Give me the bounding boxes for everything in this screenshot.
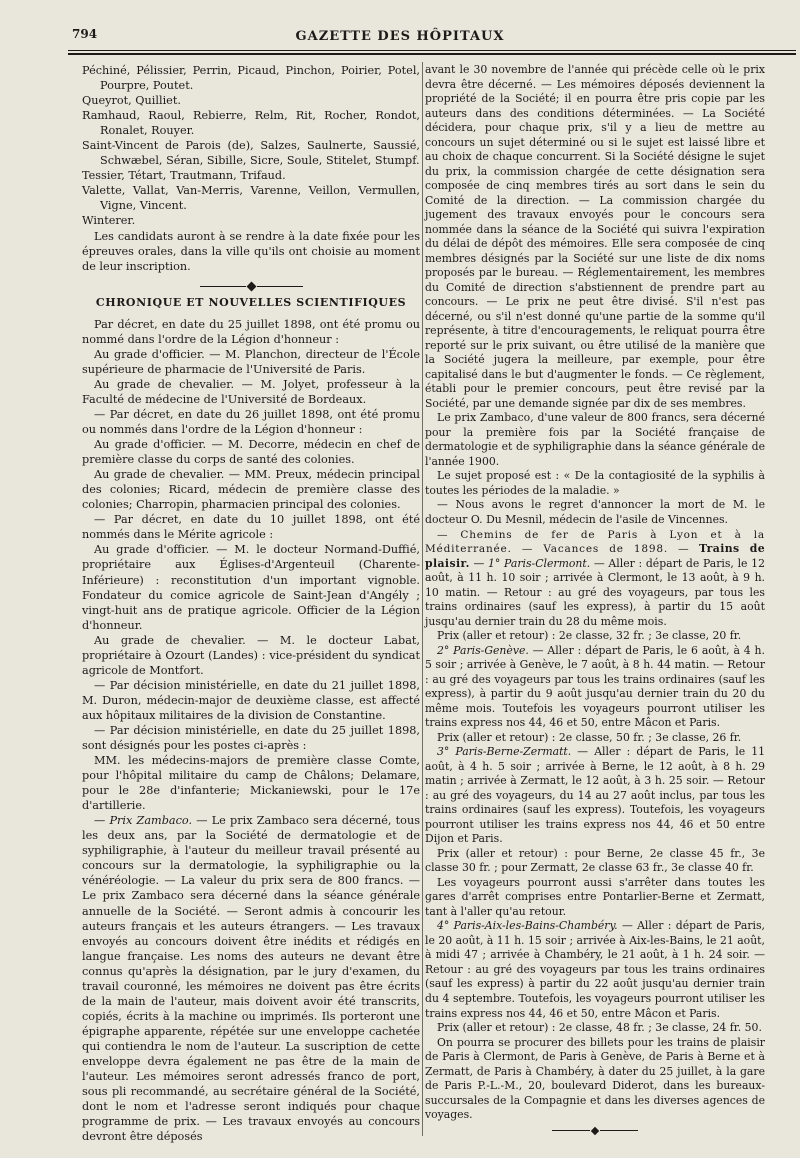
list-item: Winterer.	[82, 214, 136, 228]
prize-text: — Le prix Zambaco sera décerné, tous les deux ans, par la Société de dermatologie et de syphiligraphie, à l'auteur du meilleur travail présenté au concours sur la dermatologie, la syphiligraphie ou la vénéréologie. — La valeur du prix sera de 800 francs. — Le prix Zambaco sera décerné dans la séance générale annuelle de la Société. — Seront admis à concourir les auteurs français et les auteurs étrangers. — Les travaux envoyés au concours doivent être inédits et rédigés en langue française. Les noms des auteurs ne devant être connus qu'après la désignation, par le jury d'examen, du travail couronné, les mémoires ne doivent pas être écrits de la main de l'auteur, mais doivent avoir été transcrits, copiés, écrits à la machine ou imprimés. Ils porteront une épigraphe apparente, répétée sur une enveloppe cachetée qui contiendra le nom de l'auteur. La suscription de cette enveloppe devra également ne pas être de la main de l'auteur. Les mémoires seront adressés franco de port, sous pli recommandé, au secrétaire général de la Société, dont le nom et l'adresse seront indiqués pour chaque programme de prix. — Les travaux envoyés au concours devront être déposés	[82, 814, 420, 1144]
decree-item: Au grade d'officier. — M. Decorre, médecin en chef de première classe du corps de santé des colonies.	[82, 438, 420, 467]
route-paragraph	[425, 919, 765, 1021]
route-price: Prix (aller et retour) : pour Berne, 2e classe 45 fr., 3e classe 30 fr. ; pour Zermatt, 2e classe 63 fr., 3e classe 40 fr.	[425, 846, 765, 875]
tickets-note: On pourra se procurer des billets pour les trains de plaisir de Paris à Clermont, de Paris à Genève, de Paris à Berne et à Zermatt, de Paris à Chambéry, à dater du 25 juillet, à la gare de Paris P.-L.-M., 20, boulevard Diderot, dans les bureaux-succursales de la Compagnie et dans les diverses agences de voyages.	[425, 1035, 765, 1122]
decision-paragraph: — Par décision ministérielle, en date du 25 juillet 1898, sont désignés pour les postes ci-après :	[82, 723, 420, 753]
page-number: 794	[72, 27, 98, 41]
prize-paragraph	[82, 813, 420, 1144]
decree-paragraph: — Par décret, en date du 26 juillet 1898, ont été promu ou nommés dans l'ordre de la Légion d'honneur :	[82, 407, 420, 437]
list-item: Queyrot, Quilliet.	[82, 94, 181, 108]
obituary-note: — Nous avons le regret d'annoncer la mort de M. le docteur O. Du Mesnil, médecin de l'asile de Vincennes.	[425, 498, 765, 526]
right-column	[425, 63, 765, 1138]
running-head: GAZETTE DES HÔPITAUX	[295, 29, 505, 44]
list-item: Ramhaud, Raoul, Rebierre, Relm, Rit, Rocher, Rondot, Ronalet, Rouyer.	[82, 109, 420, 138]
list-item: Valette, Vallat, Van-Merris, Varenne, Veillon, Vermullen, Vigne, Vincent.	[82, 184, 420, 213]
list-item: Péchiné, Pélissier, Perrin, Picaud, Pinchon, Poirier, Potel, Pourpre, Poutet.	[82, 64, 420, 93]
route-price: Prix (aller et retour) : 2e classe, 50 fr. ; 3e classe, 26 fr.	[437, 730, 742, 744]
decree-item: Au grade de chevalier. — M. Jolyet, professeur à la Faculté de médecine de l'Université de Bordeaux.	[82, 377, 420, 406]
list-item: Tessier, Tétart, Trautmann, Trifaud.	[82, 169, 286, 183]
header-rule	[68, 50, 796, 51]
route-text: — Aller : départ de Paris, le 6 août, à 4 h. 5 soir ; arrivée à Genève, le 7 août, à 8 h. 44 matin. — Retour : au gré des voyageurs par tous les trains ordinaires (sauf les express), à partir du 9 août jusqu'au dernier train du 20 du même mois. Toutefois les voyageurs pourront utiliser les trains express nos 44, 46 et 50, entre Mâcon et Paris.	[425, 643, 765, 730]
railway-heading: — Chemins de fer de Paris à Lyon et à la Méditerranée. — Vacances de 1898. —	[425, 528, 765, 556]
candidates-note: Les candidats auront à se rendre à la date fixée pour les épreuves orales, dans la ville qu'ils ont choisie au moment de leur inscription.	[82, 229, 420, 273]
route-paragraph	[425, 745, 765, 847]
header-rule-thick	[68, 53, 796, 55]
route-note: Les voyageurs pourront aussi s'arrêter dans toutes les gares d'arrêt comprises entre Pontarlier-Berne et Zermatt, tant à l'aller qu'au retour.	[425, 875, 765, 918]
prize-label: — Prix Zambaco.	[94, 814, 193, 828]
column-divider	[422, 62, 423, 1136]
route-text: — Aller : départ de Paris, le 12 août, à 11 h. 10 soir ; arrivée à Clermont, le 13 août, à 9 h. 10 matin. — Retour : au gré des voyageurs, par tous les trains ordinaires (sauf les express), à partir du 15 août jusqu'au dernier train du 28 du même mois.	[425, 556, 765, 628]
route-price: Prix (aller et retour) : 2e classe, 32 fr. ; 3e classe, 20 fr.	[437, 629, 742, 643]
ornament-separator	[425, 1124, 765, 1139]
section-title: CHRONIQUE ET NOUVELLES SCIENTIFIQUES	[95, 295, 407, 309]
list-item: Saint-Vincent de Parois (de), Salzes, Saulnerte, Saussié, Schwæbel, Séran, Sibille, Sicre, Soule, Stitelet, Stumpf.	[82, 139, 420, 168]
decree-item: Au grade d'officier. — M. Planchon, directeur de l'École supérieure de pharmacie de l'Université de Paris.	[82, 347, 420, 376]
decision-paragraph: — Par décision ministérielle, en date du 21 juillet 1898, M. Duron, médecin-major de deuxième classe, est affecté aux hôpitaux militaires de la division de Constantine.	[82, 678, 420, 722]
decree-item: Au grade de chevalier. — MM. Preux, médecin principal des colonies; Ricard, médecin de première classe des colonies; Charropin, pharmacien principal des colonies.	[82, 468, 420, 512]
route-label: 4° Paris-Aix-les-Bains-Chambéry.	[437, 919, 618, 933]
decree-item: Au grade de chevalier. — M. le docteur Labat, propriétaire à Ozourt (Landes) : vice-président du syndicat agricole de Montfort.	[82, 633, 420, 677]
prize-value: Le prix Zambaco, d'une valeur de 800 francs, sera décerné pour la première fois par la Société française de dermatologie et de syphiligraphie dans la séance générale de l'année 1900.	[425, 411, 765, 468]
decision-item: MM. les médecins-majors de première classe Comte, pour l'hôpital militaire du camp de Châlons; Delamare, pour le 28e d'infanterie; Mickaniewski, pour le 17e d'artillerie.	[82, 754, 420, 813]
ornament-separator	[82, 279, 420, 289]
route-label: 3° Paris-Berne-Zermatt.	[437, 745, 572, 759]
railway-paragraph	[425, 528, 765, 630]
route-text: — Aller : départ de Paris, le 20 août, à 11 h. 15 soir ; arrivée à Aix-les-Bains, le 21 août, à midi 47 ; arrivée à Chambéry, le 21 août, à 1 h. 24 soir. — Retour : au gré des voyageurs par tous les trains ordinaires (sauf les express) à partir du 22 août jusqu'au dernier train du 4 septembre. Toutefois, les voyageurs pourront utiliser les trains express nos 44, 46 et 50, entre Mâcon et Paris.	[425, 919, 765, 1020]
route-price: Prix (aller et retour) : 2e classe, 48 fr. ; 3e classe, 24 fr. 50.	[437, 1021, 762, 1035]
prize-subject: Le sujet proposé est : « De la contagiosité de la syphilis à toutes les périodes de la maladie. »	[425, 469, 765, 497]
decree-paragraph: Par décret, en date du 25 juillet 1898, ont été promu ou nommé dans l'ordre de la Légion d'honneur :	[82, 317, 420, 346]
decree-paragraph: — Par décret, en date du 10 juillet 1898, ont été nommés dans le Mérite agricole :	[82, 513, 420, 542]
route-label: — 1° Paris-Clermont.	[469, 556, 591, 570]
route-paragraph	[425, 644, 765, 731]
left-column	[82, 63, 420, 1144]
route-label: 2° Paris-Genève.	[437, 643, 529, 657]
prize-paragraph-continued: avant le 30 novembre de l'année qui précède celle où le prix devra être décerné. — Les mémoires déposés deviennent la propriété de la Société; il en pourra être pris copie par les auteurs dans des conditions déterminées. — La Société décidera, pour chaque prix, s'il y a lieu de mettre au concours un sujet déterminé ou si le sujet est laissé libre et au choix de chaque concurrent. Si la Société désigne le sujet du prix, la commission chargée de cette désignation sera composée de cinq membres tirés au sort dans le sein du Comité de la direction. — La commission chargée du jugement des travaux envoyés pour le concours sera nommée dans la séance de la Société qui suivra l'expiration du délai de dépôt des mémoires. Elle sera composée de cinq membres désignés par la Société sur une liste de dix noms proposés par le bureau. — Réglementairement, les membres du Comité de direction s'abstiennent de prendre part au concours. — Le prix ne peut être divisé. S'il n'est pas décerné, ou s'il n'est donné qu'une partie de la somme qu'il représente, à titre d'encouragements, le reliquat pourra être reporté sur le prix suivant, ou être utilisé de la manière que la Société jugera la meilleure, par exemple, pour être capitalisé dans le but d'augmenter le fonds. — Ce règlement, établi pour le premier concours, peut être revisé par la Société, par une demande signée par dix de ses membres.	[425, 63, 765, 410]
route-text: — Aller : départ de Paris, le 11 août, à 4 h. 5 soir ; arrivée à Berne, le 12 août, à 8 h. 29 matin ; arrivée à Zermatt, le 12 août, à 3 h. 25 soir. — Retour : au gré des voyageurs, du 14 au 27 août inclus, par tous les trains ordinaires (sauf les express). Toutefois, les voyageurs pourront utiliser les trains express nos 44, 46 et 50 entre Dijon et Paris.	[425, 745, 765, 846]
decree-item: Au grade d'officier. — M. le docteur Normand-Duffié, propriétaire aux Églises-d'Argenteuil (Charente-Inférieure) : reconstitution d'un important vignoble. Fondateur du comice agricole de Saint-Jean d'Angély ; vingt-huit ans de pratique agricole. Officier de la Légion d'honneur.	[82, 543, 420, 632]
trains-heading: Trains de plaisir.	[425, 542, 765, 570]
